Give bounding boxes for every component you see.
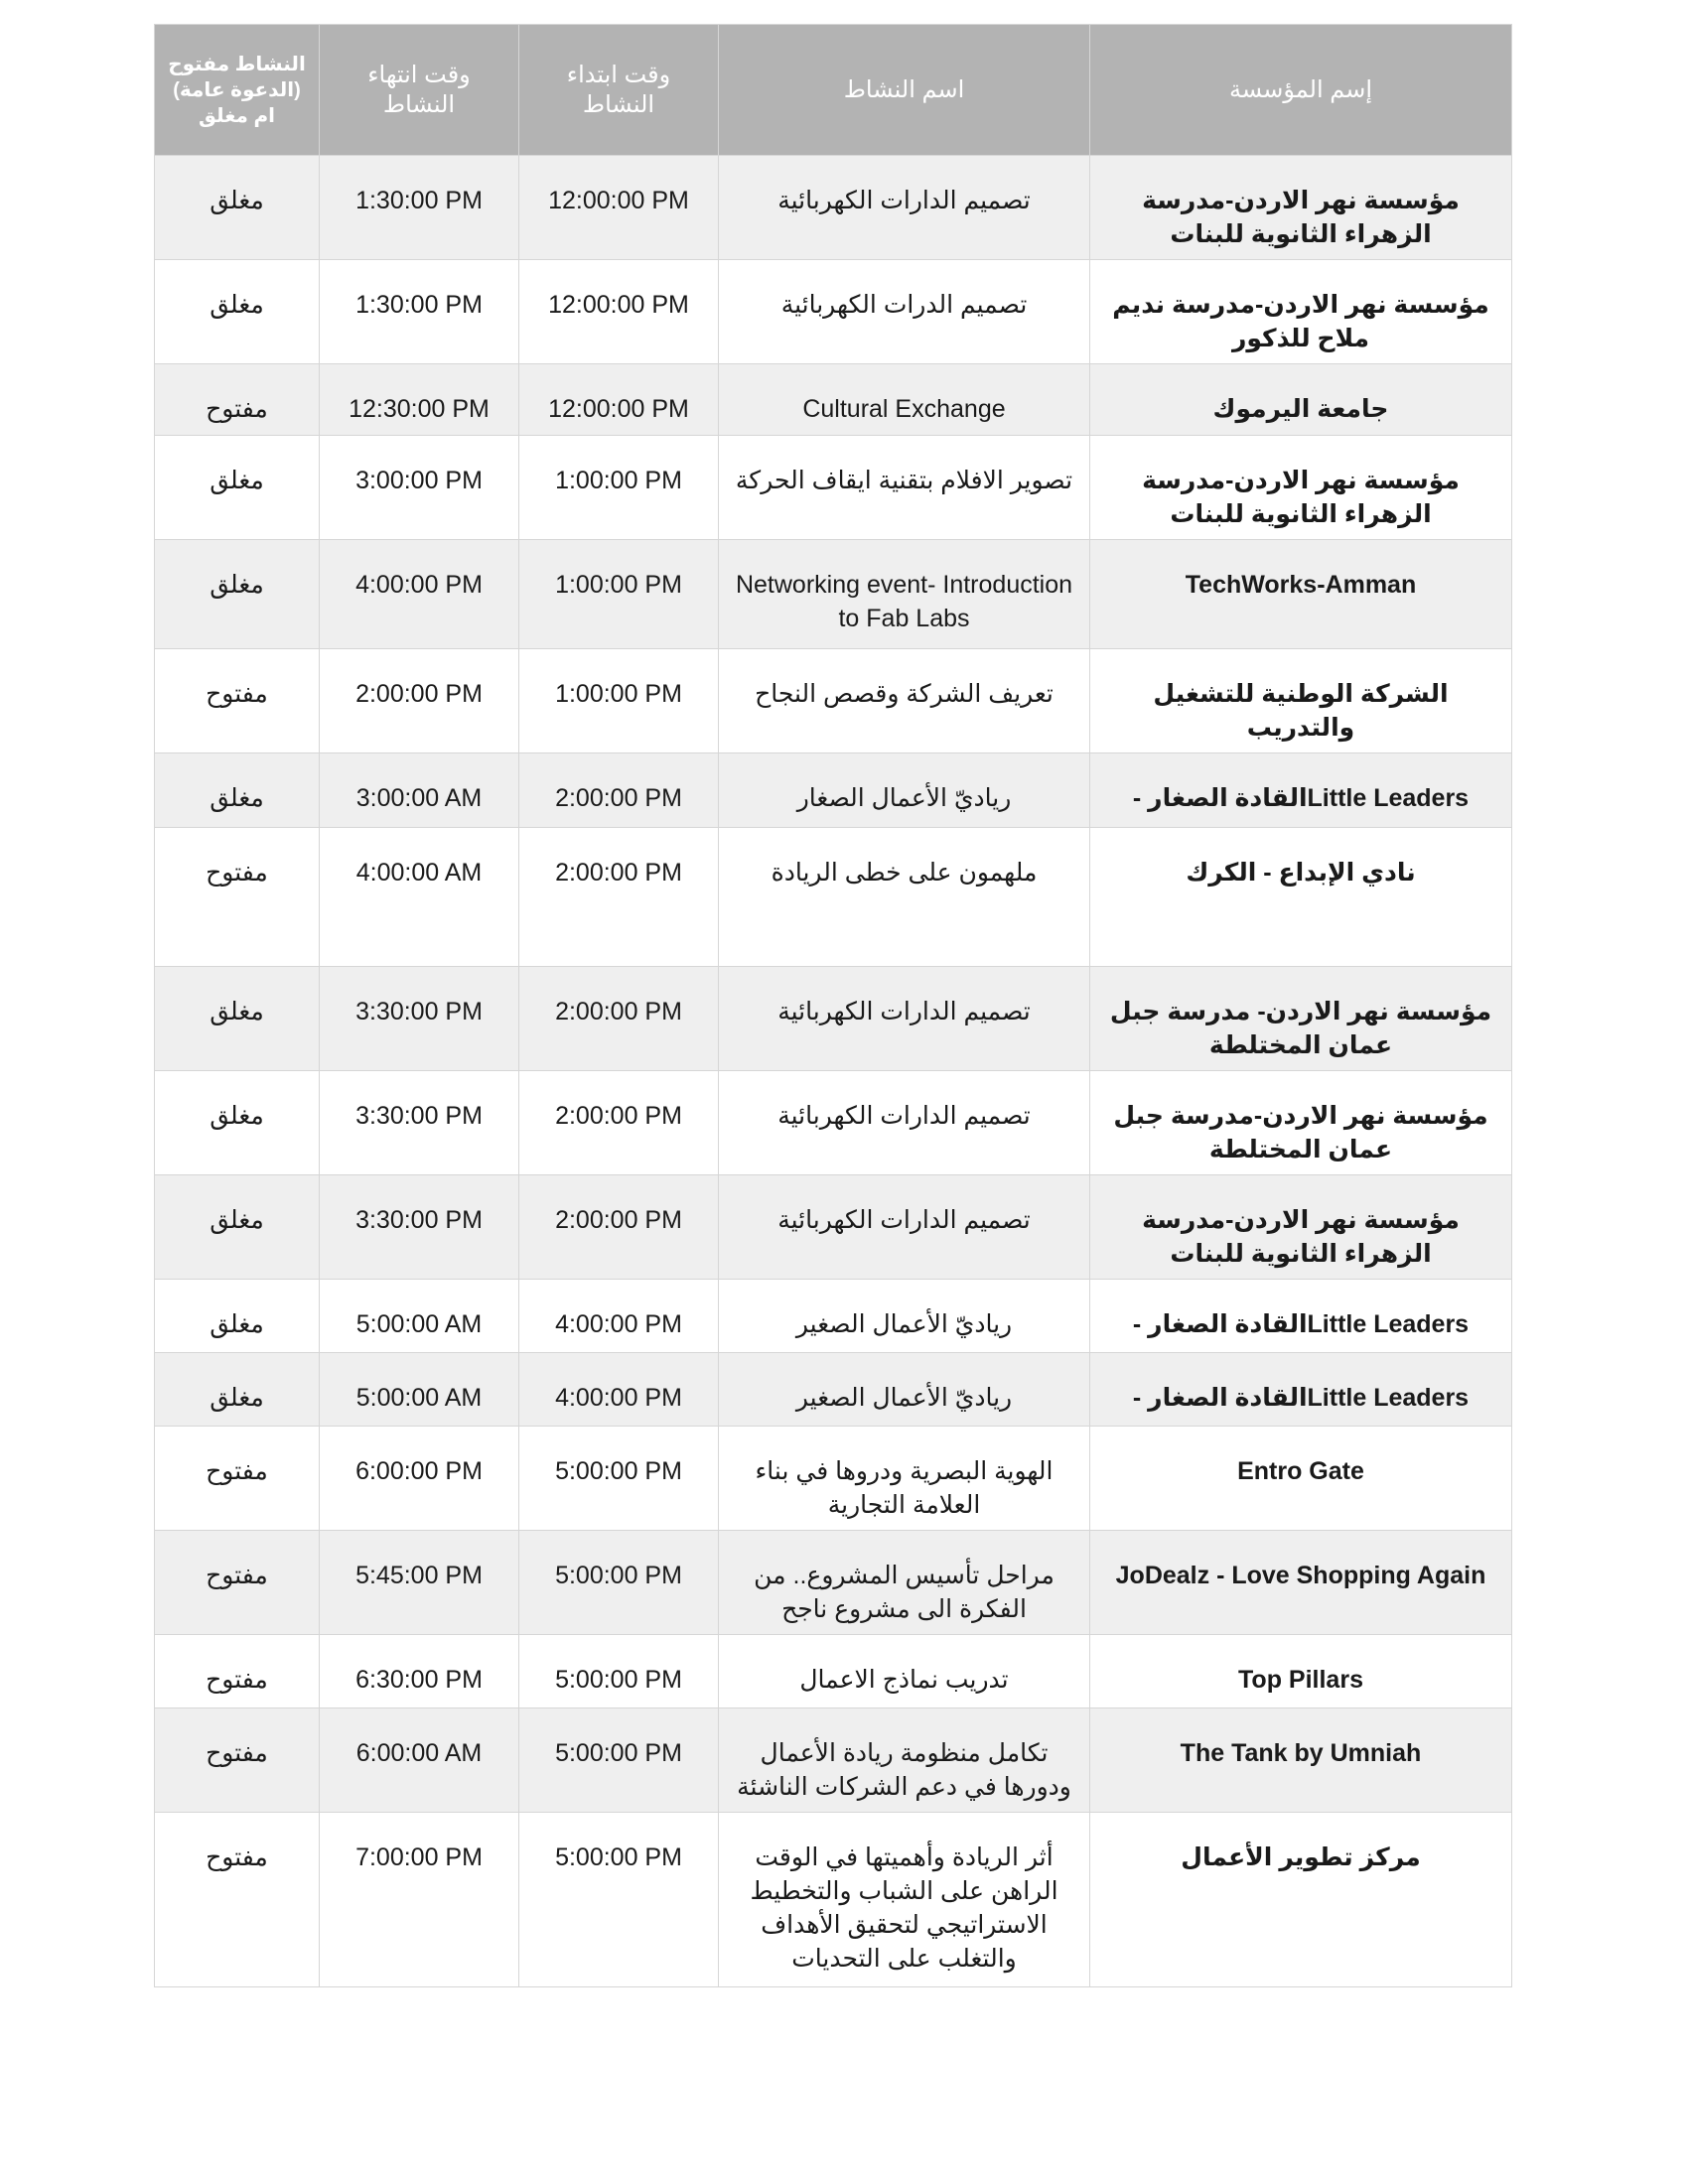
header-start-time: وقت ابتداء النشاط	[519, 25, 719, 156]
cell-status: مغلق	[155, 436, 320, 540]
cell-status: مغلق	[155, 1280, 320, 1353]
cell-start-time: 5:00:00 PM	[519, 1708, 719, 1813]
table-row	[155, 1175, 1512, 1280]
header-end-time: وقت انتهاء النشاط	[320, 25, 519, 156]
table-row	[155, 1635, 1512, 1708]
cell-status: مفتوح	[155, 1708, 320, 1813]
table-row	[155, 1071, 1512, 1175]
cell-organization: Entro Gate	[1090, 1427, 1512, 1531]
cell-end-time: 3:30:00 PM	[320, 1175, 519, 1280]
table-row	[155, 540, 1512, 649]
cell-organization: نادي الإبداع - الكرك	[1090, 828, 1512, 967]
cell-start-time: 5:00:00 PM	[519, 1531, 719, 1635]
cell-activity: تصوير الافلام بتقنية ايقاف الحركة	[719, 436, 1090, 540]
cell-end-time: 1:30:00 PM	[320, 260, 519, 364]
cell-end-time: 7:00:00 PM	[320, 1813, 519, 1987]
cell-end-time: 3:30:00 PM	[320, 967, 519, 1071]
cell-start-time: 5:00:00 PM	[519, 1635, 719, 1708]
cell-organization: The Tank by Umniah	[1090, 1708, 1512, 1813]
cell-status: مغلق	[155, 1353, 320, 1427]
cell-end-time: 12:30:00 PM	[320, 364, 519, 436]
cell-activity: Networking event- Introduction to Fab Labs	[719, 540, 1090, 649]
cell-activity: Cultural Exchange	[719, 364, 1090, 436]
cell-organization: TechWorks-Amman	[1090, 540, 1512, 649]
cell-end-time: 3:00:00 AM	[320, 753, 519, 828]
table-row	[155, 649, 1512, 753]
cell-status: مغلق	[155, 260, 320, 364]
cell-organization: مؤسسة نهر الاردن-مدرسة نديم ملاح للذكور	[1090, 260, 1512, 364]
cell-activity: ملهمون على خطى الريادة	[719, 828, 1090, 967]
table-row	[155, 260, 1512, 364]
cell-activity: رياديّ الأعمال الصغار	[719, 753, 1090, 828]
cell-activity: تدريب نماذج الاعمال	[719, 1635, 1090, 1708]
cell-organization: Little Leadersالقادة الصغار -	[1090, 753, 1512, 828]
cell-activity: الهوية البصرية ودروها في بناء العلامة التجارية	[719, 1427, 1090, 1531]
cell-status: مفتوح	[155, 1427, 320, 1531]
header-status: النشاط مفتوح (الدعوة عامة) ام مغلق	[155, 25, 320, 156]
cell-status: مفتوح	[155, 364, 320, 436]
cell-activity: تصميم الدارات الكهربائية	[719, 1071, 1090, 1175]
cell-start-time: 12:00:00 PM	[519, 260, 719, 364]
cell-activity: تصميم الدارات الكهربائية	[719, 967, 1090, 1071]
cell-status: مغلق	[155, 1175, 320, 1280]
table-row	[155, 1708, 1512, 1813]
cell-status: مفتوح	[155, 649, 320, 753]
cell-activity: مراحل تأسيس المشروع.. من الفكرة الى مشروع ناجح	[719, 1531, 1090, 1635]
cell-end-time: 5:00:00 AM	[320, 1353, 519, 1427]
cell-organization: مؤسسة نهر الاردن-مدرسة الزهراء الثانوية للبنات	[1090, 156, 1512, 260]
cell-activity: تصميم الدرات الكهربائية	[719, 260, 1090, 364]
cell-status: مفتوح	[155, 828, 320, 967]
cell-start-time: 5:00:00 PM	[519, 1427, 719, 1531]
cell-status: مفتوح	[155, 1531, 320, 1635]
cell-organization: مؤسسة نهر الاردن- مدرسة جبل عمان المختلطة	[1090, 967, 1512, 1071]
cell-start-time: 2:00:00 PM	[519, 753, 719, 828]
cell-start-time: 2:00:00 PM	[519, 967, 719, 1071]
table-row	[155, 967, 1512, 1071]
cell-organization: JoDealz - Love Shopping Again	[1090, 1531, 1512, 1635]
cell-activity: رياديّ الأعمال الصغير	[719, 1280, 1090, 1353]
cell-status: مغلق	[155, 540, 320, 649]
table-row	[155, 156, 1512, 260]
cell-organization: Top Pillars	[1090, 1635, 1512, 1708]
table-row	[155, 1813, 1512, 1987]
cell-status: مغلق	[155, 753, 320, 828]
cell-start-time: 12:00:00 PM	[519, 364, 719, 436]
cell-start-time: 1:00:00 PM	[519, 436, 719, 540]
cell-end-time: 3:30:00 PM	[320, 1071, 519, 1175]
cell-activity: تصميم الدارات الكهربائية	[719, 156, 1090, 260]
cell-activity: تصميم الدارات الكهربائية	[719, 1175, 1090, 1280]
cell-end-time: 2:00:00 PM	[320, 649, 519, 753]
table-row	[155, 1353, 1512, 1427]
table-row	[155, 1531, 1512, 1635]
cell-status: مغلق	[155, 1071, 320, 1175]
cell-status: مفتوح	[155, 1635, 320, 1708]
cell-status: مغلق	[155, 156, 320, 260]
table-row	[155, 364, 1512, 436]
cell-activity: تعريف الشركة وقصص النجاح	[719, 649, 1090, 753]
cell-activity: أثر الريادة وأهميتها في الوقت الراهن على الشباب والتخطيط الاستراتيجي لتحقيق الأهداف والتغلب على التحديات	[719, 1813, 1090, 1987]
cell-start-time: 4:00:00 PM	[519, 1353, 719, 1427]
table-row	[155, 753, 1512, 828]
cell-end-time: 5:00:00 AM	[320, 1280, 519, 1353]
cell-start-time: 12:00:00 PM	[519, 156, 719, 260]
cell-organization: مركز تطوير الأعمال	[1090, 1813, 1512, 1987]
cell-status: مغلق	[155, 967, 320, 1071]
table-row	[155, 1280, 1512, 1353]
cell-activity: تكامل منظومة ريادة الأعمال ودورها في دعم الشركات الناشئة	[719, 1708, 1090, 1813]
header-activity: اسم النشاط	[719, 25, 1090, 156]
cell-end-time: 3:00:00 PM	[320, 436, 519, 540]
cell-start-time: 1:00:00 PM	[519, 540, 719, 649]
table-header-row	[155, 25, 1512, 156]
cell-start-time: 2:00:00 PM	[519, 1071, 719, 1175]
cell-organization: Little Leadersالقادة الصغار -	[1090, 1280, 1512, 1353]
cell-end-time: 5:45:00 PM	[320, 1531, 519, 1635]
cell-status: مفتوح	[155, 1813, 320, 1987]
cell-organization: جامعة اليرموك	[1090, 364, 1512, 436]
cell-start-time: 4:00:00 PM	[519, 1280, 719, 1353]
cell-end-time: 6:00:00 AM	[320, 1708, 519, 1813]
cell-start-time: 5:00:00 PM	[519, 1813, 719, 1987]
table-row	[155, 436, 1512, 540]
cell-end-time: 6:30:00 PM	[320, 1635, 519, 1708]
cell-start-time: 2:00:00 PM	[519, 828, 719, 967]
table-row	[155, 828, 1512, 967]
cell-organization: مؤسسة نهر الاردن-مدرسة جبل عمان المختلطة	[1090, 1071, 1512, 1175]
header-organization: إسم المؤسسة	[1090, 25, 1512, 156]
cell-start-time: 2:00:00 PM	[519, 1175, 719, 1280]
cell-end-time: 1:30:00 PM	[320, 156, 519, 260]
cell-activity: رياديّ الأعمال الصغير	[719, 1353, 1090, 1427]
cell-start-time: 1:00:00 PM	[519, 649, 719, 753]
cell-organization: Little Leadersالقادة الصغار -	[1090, 1353, 1512, 1427]
cell-end-time: 6:00:00 PM	[320, 1427, 519, 1531]
cell-organization: مؤسسة نهر الاردن-مدرسة الزهراء الثانوية للبنات	[1090, 436, 1512, 540]
cell-end-time: 4:00:00 AM	[320, 828, 519, 967]
table-row	[155, 1427, 1512, 1531]
cell-organization: مؤسسة نهر الاردن-مدرسة الزهراء الثانوية للبنات	[1090, 1175, 1512, 1280]
activities-schedule-table	[154, 24, 1512, 1987]
cell-organization: الشركة الوطنية للتشغيل والتدريب	[1090, 649, 1512, 753]
cell-end-time: 4:00:00 PM	[320, 540, 519, 649]
